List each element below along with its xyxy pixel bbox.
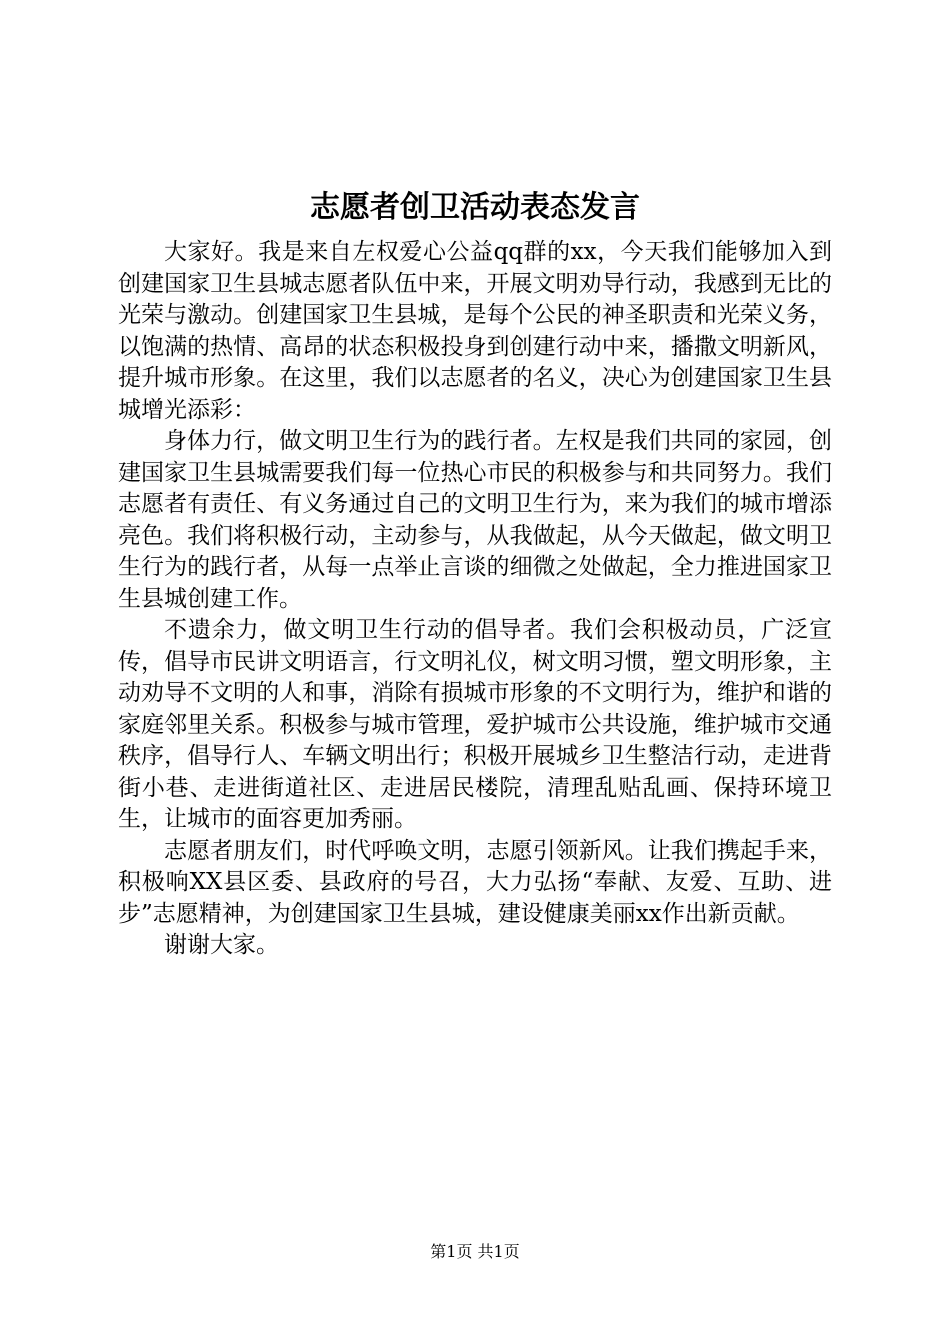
document-body bbox=[118, 237, 832, 962]
paragraph-thanks: 谢谢大家。 bbox=[164, 932, 279, 958]
paragraph-practice: 身体力行，做文明卫生行为的践行者。左权是我们共同的家园，创建国家卫生县城需要我们每一位热心市民的积极参与和共同努力。我们志愿者有责任、有义务通过自己的文明卫生行为，来为我们的城市增添亮色。我们将积极行动，主动参与，从我做起，从今天做起，做文明卫生行为的践行者，从每一点举止言谈的细微之处做起，全力推进国家卫生县城创建工作。 bbox=[118, 428, 832, 612]
document-title: 志愿者创卫活动表态发言 bbox=[310, 190, 640, 225]
paragraph-call-to-action: 志愿者朋友们，时代呼唤文明，志愿引领新风。让我们携起手来，积极响XX县区委、县政府的号召，大力弘扬“奉献、友爱、互助、进步”志愿精神，为创建国家卫生县城，建设健康美丽xx作出新贡献。 bbox=[118, 837, 832, 927]
page-number-footer: 第1页 共1页 bbox=[430, 1242, 520, 1261]
paragraph-greeting: 大家好。我是来自左权爱心公益qq群的xx，今天我们能够加入到创建国家卫生县城志愿者队伍中来，开展文明劝导行动，我感到无比的光荣与激动。创建国家卫生县城，是每个公民的神圣职责和光荣义务，以饱满的热情、高昂的状态积极投身到创建行动中来，播撒文明新风，提升城市形象。在这里，我们以志愿者的名义，决心为创建国家卫生县城增光添彩： bbox=[118, 239, 832, 423]
paragraph-advocacy: 不遗余力，做文明卫生行动的倡导者。我们会积极动员，广泛宣传，倡导市民讲文明语言，行文明礼仪，树文明习惯，塑文明形象，主动劝导不文明的人和事，消除有损城市形象的不文明行为，维护和谐的家庭邻里关系。积极参与城市管理，爱护城市公共设施，维护城市交通秩序，倡导行人、车辆文明出行；积极开展城乡卫生整洁行动，走进背街小巷、走进街道社区、走进居民楼院，清理乱贴乱画、保持环境卫生，让城市的面容更加秀丽。 bbox=[118, 617, 832, 832]
